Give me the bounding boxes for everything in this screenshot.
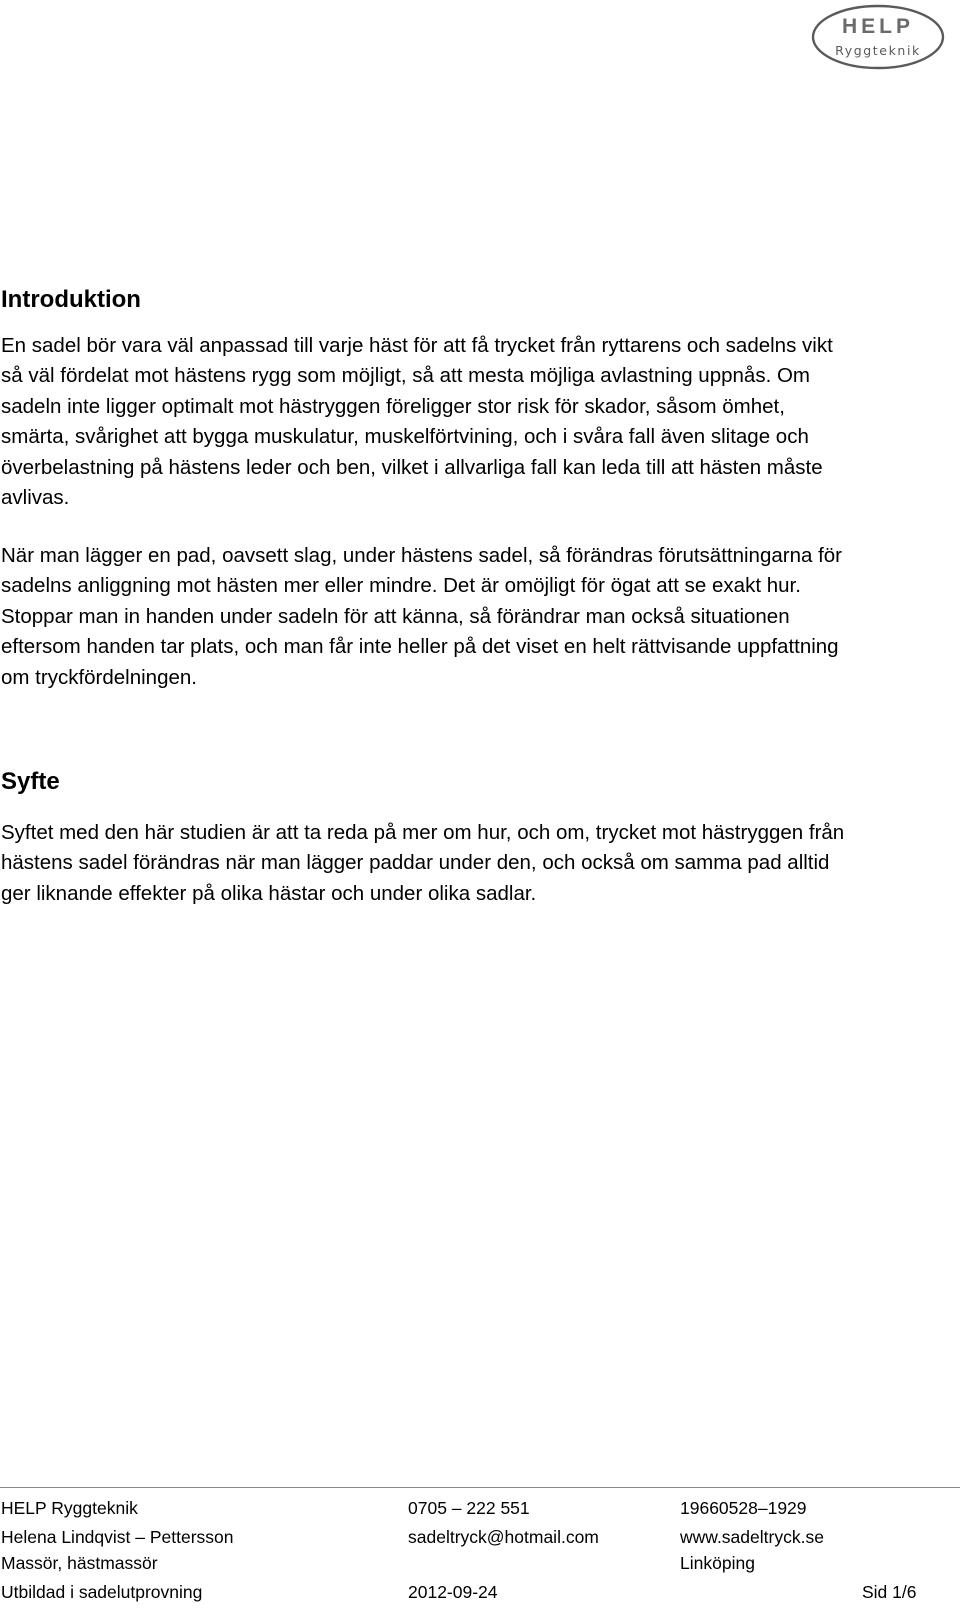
paragraph-intro-2 — [1, 541, 943, 693]
text-line: ger liknande effekter på olika hästar och under olika sadlar. — [1, 881, 537, 905]
logo-graphic — [810, 3, 946, 71]
text-line: smärta, svårighet att bygga muskulatur, muskelförtvining, och i svåra fall även slitage och — [1, 425, 809, 449]
logo-word: HELP — [841, 15, 915, 38]
footer-divider — [0, 1487, 960, 1488]
footer-org-number: 19660528–1929 — [680, 1498, 807, 1518]
text-line: om tryckfördelningen. — [1, 665, 197, 689]
footer-row — [0, 1553, 960, 1577]
section-heading-syfte: Syfte — [1, 768, 60, 795]
text-line: hästens sadel förändras när man lägger paddar under den, och också om samma pad alltid — [1, 851, 830, 875]
paragraph-intro-1 — [1, 331, 943, 513]
text-line: överbelastning på hästens leder och ben, vilket i allvarliga fall kan leda till att hästen måste — [1, 455, 823, 479]
footer-date: 2012-09-24 — [408, 1582, 498, 1602]
footer-row — [0, 1527, 960, 1551]
text-line: När man lägger en pad, oavsett slag, under hästens sadel, så förändras förutsättningarna för — [1, 544, 843, 567]
footer-city: Linköping — [680, 1553, 755, 1573]
footer-company: HELP Ryggteknik — [1, 1498, 138, 1518]
logo-subword: Ryggteknik — [835, 43, 921, 58]
section-heading-introduktion: Introduktion — [1, 286, 141, 313]
paragraph-syfte-1 — [1, 818, 943, 909]
footer-name: Helena Lindqvist – Pettersson — [1, 1527, 234, 1547]
text-line: så väl fördelat mot hästens rygg som möjligt, så att mesta möjliga avlastning uppnås. Om — [1, 364, 810, 388]
footer-page-number: Sid 1/6 — [862, 1582, 917, 1602]
footer-email: sadeltryck@hotmail.com — [408, 1527, 599, 1547]
footer-education: Utbildad i sadelutprovning — [1, 1582, 203, 1602]
text-line: eftersom handen tar plats, och man får inte heller på det viset en helt rättvisande uppfattning — [1, 635, 839, 659]
footer-profession: Massör, hästmassör — [1, 1553, 158, 1573]
text-line: avlivas. — [1, 486, 70, 510]
footer-website: www.sadeltryck.se — [680, 1527, 824, 1547]
footer-phone: 0705 – 222 551 — [408, 1498, 530, 1518]
help-ryggteknik-logo — [810, 3, 946, 71]
footer-row — [0, 1498, 960, 1522]
footer-row — [0, 1582, 960, 1606]
text-line: En sadel bör vara väl anpassad till varje häst för att få trycket från ryttarens och sadelns vikt — [1, 334, 833, 357]
text-line: Syftet med den här studien är att ta reda på mer om hur, och om, trycket mot hästryggen från — [1, 821, 845, 844]
text-line: sadelns anliggning mot hästen mer eller mindre. Det är omöjligt för ögat att se exakt hur. — [1, 574, 801, 598]
text-line: Stoppar man in handen under sadeln för att känna, så förändrar man också situationen — [1, 604, 790, 628]
text-line: sadeln inte ligger optimalt mot hästryggen föreligger stor risk för skador, såsom ömhet, — [1, 394, 785, 418]
